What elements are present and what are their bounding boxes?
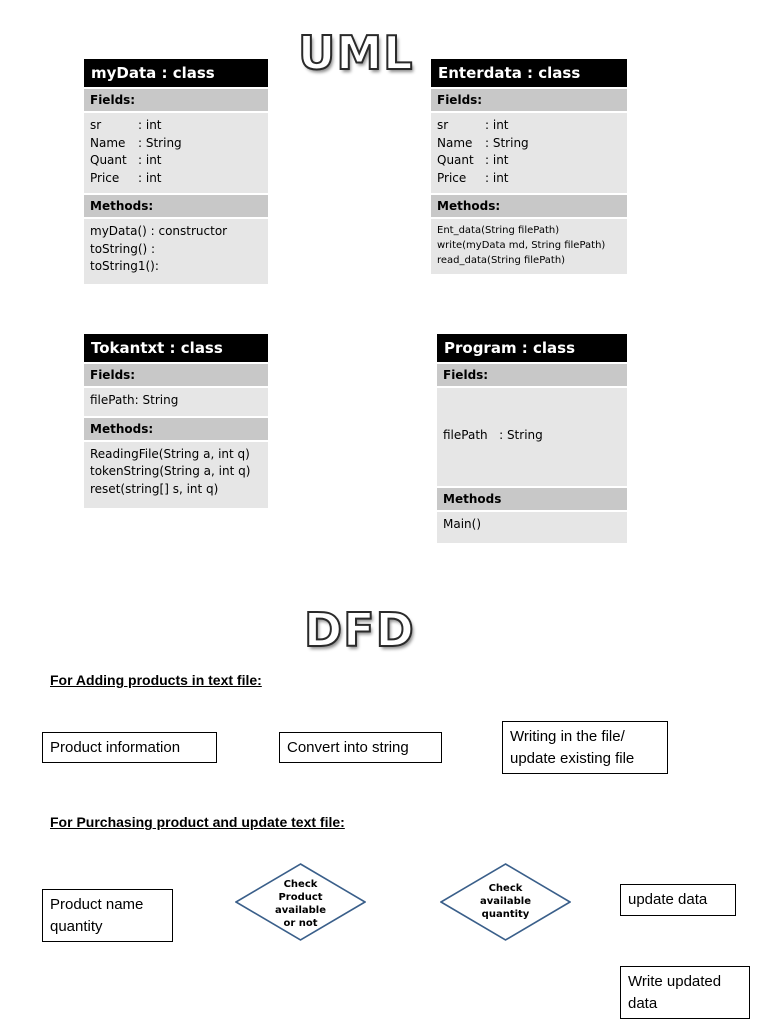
fields-list [84,388,268,416]
methods-list [84,219,268,284]
product-information-box: Product information [42,732,217,763]
field-row: Price : int [437,170,509,185]
field-row: Quant : int [437,153,509,167]
fields-label: Fields: [84,89,268,111]
class-header: Enterdata : class [431,59,627,87]
convert-string-box: Convert into string [279,732,442,763]
writing-file-box: Writing in the file/ update existing file [502,721,668,774]
field-row: filePath: String [90,393,179,407]
methods-list [84,442,268,508]
class-enterdata [431,59,627,274]
class-mydata [84,59,268,284]
fields-list [437,388,627,486]
method-row: toString1(): [90,259,159,273]
check-product-label: Check Product available or not [275,879,326,929]
adding-heading: For Adding products in text file: [50,672,262,688]
methods-label: Methods: [84,418,268,440]
method-row: reset(string[] s, int q) [90,481,219,496]
method-row: myData() : constructor [90,224,228,238]
purchasing-heading: For Purchasing product and update text file: [50,814,345,830]
methods-label: Methods: [84,195,268,217]
method-row: read_data(String filePath) [437,255,566,266]
field-row: filePath : String [443,428,543,442]
fields-list [84,113,268,193]
dfd-title: DFD [304,603,415,657]
field-row: sr : int [437,118,509,132]
write-updated-data-box: Write updated data [620,966,750,1019]
methods-list [431,219,627,274]
method-row: Ent_data(String filePath) [437,225,560,236]
method-row: toString() : [90,241,156,256]
fields-label: Fields: [84,364,268,386]
field-row: sr : int [90,118,162,132]
method-row: write(myData md, String filePath) [437,240,606,251]
fields-label: Fields: [431,89,627,111]
method-row: ReadingFile(String a, int q) [90,446,250,461]
methods-list [437,512,627,543]
class-header: Tokantxt : class [84,334,268,362]
method-row: tokenString(String a, int q) [90,464,251,478]
product-name-quantity-box: Product name quantity [42,889,173,942]
check-quantity-label: Check available quantity [480,883,531,920]
methods-label: Methods [437,488,627,510]
uml-title: UML [298,26,414,80]
class-program [437,334,627,543]
class-header: Program : class [437,334,627,362]
fields-list [431,113,627,193]
class-header: myData : class [84,59,268,87]
field-row: Name : String [437,135,529,150]
field-row: Quant : int [90,153,162,167]
methods-label: Methods: [431,195,627,217]
method-row: Main() [443,516,482,531]
field-row: Price : int [90,170,162,185]
field-row: Name : String [90,135,182,150]
fields-label: Fields: [437,364,627,386]
update-data-box: update data [620,884,736,916]
class-tokantxt [84,334,268,508]
